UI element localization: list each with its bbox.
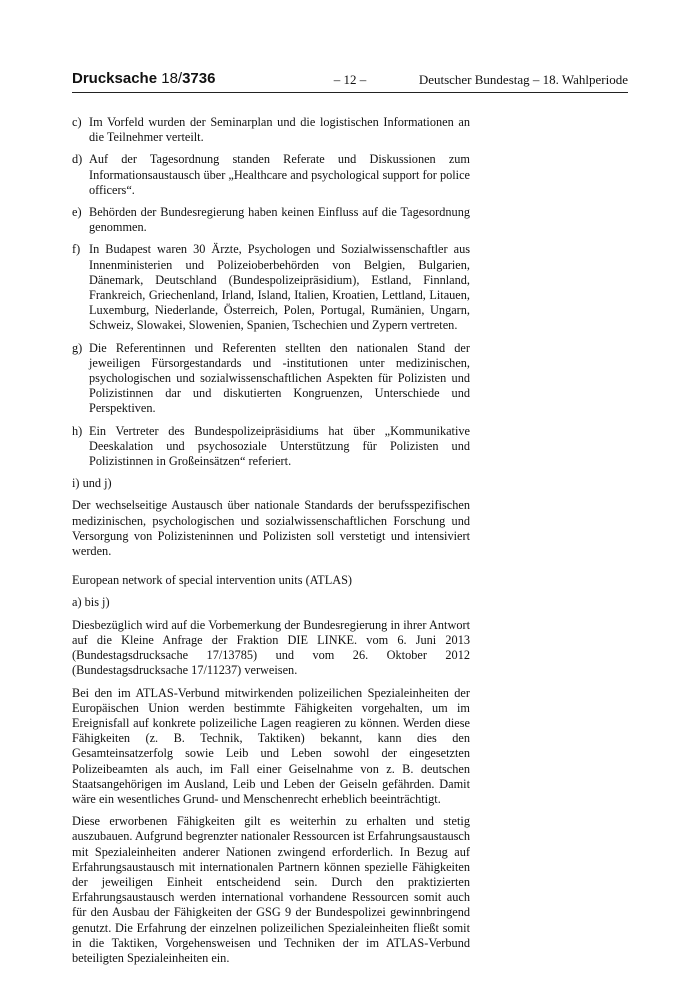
section-heading-atlas: European network of special intervention units (ATLAS): [72, 573, 353, 588]
list-item-label: f): [72, 242, 81, 257]
page-header: [72, 66, 628, 93]
list-item-text: Im Vorfeld wurden der Seminarplan und die logistischen Informationen an die Teilnehmer verteilt.: [89, 115, 470, 145]
list-item-text: Behörden der Bundesregierung haben keinen Einfluss auf die Tagesordnung genommen.: [89, 205, 470, 235]
list-item-text: Die Referentinnen und Referenten stellten den nationalen Stand der jeweiligen Fürsorgestandards und -institutionen unter medizinischen, psychologischen und sozialwissenschaftlichen Aspekten für Polizisten und Polizistinnen dar und diskutierten Kongruenzen, Unterschiede und Perspektiven.: [89, 340, 470, 416]
publisher: Deutscher Bundestag – 18. Wahlperiode: [418, 72, 628, 87]
paragraph-experience-exchange: Diese erworbenen Fähigkeiten gilt es weiterhin zu erhalten und stetig auszubauen. Aufgrund begrenzter nationaler Ressourcen ist Erfahrungsaustausch mit Spezialeinheiten anderer Nationen zwingend erforderlich. In Bezug auf Erfahrungsaustausch mit internationalen Partnern können spezielle Fähigkeiten der jeweiligen Einheit entscheidend sein. Durch den praktizierten Erfahrungsaustausch werden international vorhandene Ressourcen somit auch für den Ausbau der Fähigkeiten der GSG 9 der Bundespolizei gewinnbringend genutzt. Die Erfahrung der einzelnen polizeilichen Spezialeinheiten fließt somit in die Taktiken, Vorgehensweisen und Techniken der im ATLAS-Verbund beteiligten Spezialeinheiten ein.: [72, 814, 470, 965]
paragraph-exchange: Der wechselseitige Austausch über nationale Standards der berufsspezifischen medizinischen, psychologischen und sozialwissenschaftlichen Forschung und Versorgung von Polizisteninnen und Polizisten soll verstetigt und intensiviert werden.: [72, 498, 470, 559]
list-item-f: [72, 242, 470, 333]
document-type: Drucksache: [72, 70, 158, 87]
document-body: [72, 115, 470, 973]
list-item-label: c): [72, 115, 82, 129]
list-item-c: [72, 115, 470, 145]
list-item-text: In Budapest waren 30 Ärzte, Psychologen und Sozialwissenschaftler aus Innenministerien und Polizeioberbehörden von Belgien, Bulgarien, Dänemark, Deutschland (Bundespolizeipräsidium), Estland, Finnland, Frankreich, Griechenland, Irland, Island, Italien, Kroatien, Lettland, Litauen, Luxemburg, Niederlande, Österreich, Polen, Portugal, Rumänien, Ungarn, Schweiz, Slowakei, Slowenien, Spanien, Tschechien und Zypern vertreten.: [89, 242, 470, 333]
list-item-label: g): [72, 340, 83, 355]
list-item-label: e): [72, 205, 82, 220]
list-item-h: [72, 424, 470, 470]
list-item-g: [72, 341, 470, 417]
document-number-prefix: 18/: [161, 70, 183, 87]
paragraph-reference: Diesbezüglich wird auf die Vorbemerkung der Bundesregierung in ihrer Antwort auf die Kleine Anfrage der Fraktion DIE LINKE. vom 6. Juni 2013 (Bundestagsdrucksache 17/13785) und vom 26. Oktober 2012 (Bundestagsdrucksache 17/11237) verweisen.: [72, 617, 470, 678]
list-item-d: [72, 152, 470, 198]
list-item-text: Auf der Tagesordnung standen Referate und Diskussionen zum Informationsaustausch über „Healthcare and psychological support for police officers“.: [89, 152, 470, 197]
section-label-a-j: a) bis j): [72, 595, 110, 610]
list-item-text: Ein Vertreter des Bundespolizeipräsidiums hat über „Kommunikative Deeskalation und psychosoziale Unterstützung für Polizisten und Polizistinnen in Großeinsätzen“ referiert.: [89, 423, 470, 469]
section-label-i-j: i) und j): [72, 476, 112, 491]
list-item-label: h): [72, 423, 83, 438]
list-item-e: [72, 205, 470, 235]
document-number: 3736: [182, 70, 216, 87]
paragraph-capabilities: Bei den im ATLAS-Verbund mitwirkenden polizeilichen Spezialeinheiten der Europäischen Union werden bestimmte Fähigkeiten vorgehalten, um im Ereignisfall auf konkrete polizeiliche Lagen reagieren zu können. Werden diese Fähigkeiten (z. B. Technik, Taktiken) bekannt, kann dies den Gesamteinsatzerfolg sowie Leib und Leben sowohl der eingesetzten Polizeibeamten als auch, im Fall einer Geiselnahme von z. B. deutschen Staatsangehörigen im Ausland, Leib und Leben der Geiseln gefährden. Damit wäre ein wesentliches Grund- und Menschenrecht erheblich beeinträchtigt.: [72, 685, 470, 806]
list-item-label: d): [72, 152, 83, 167]
page-number: – 12 –: [333, 72, 367, 87]
